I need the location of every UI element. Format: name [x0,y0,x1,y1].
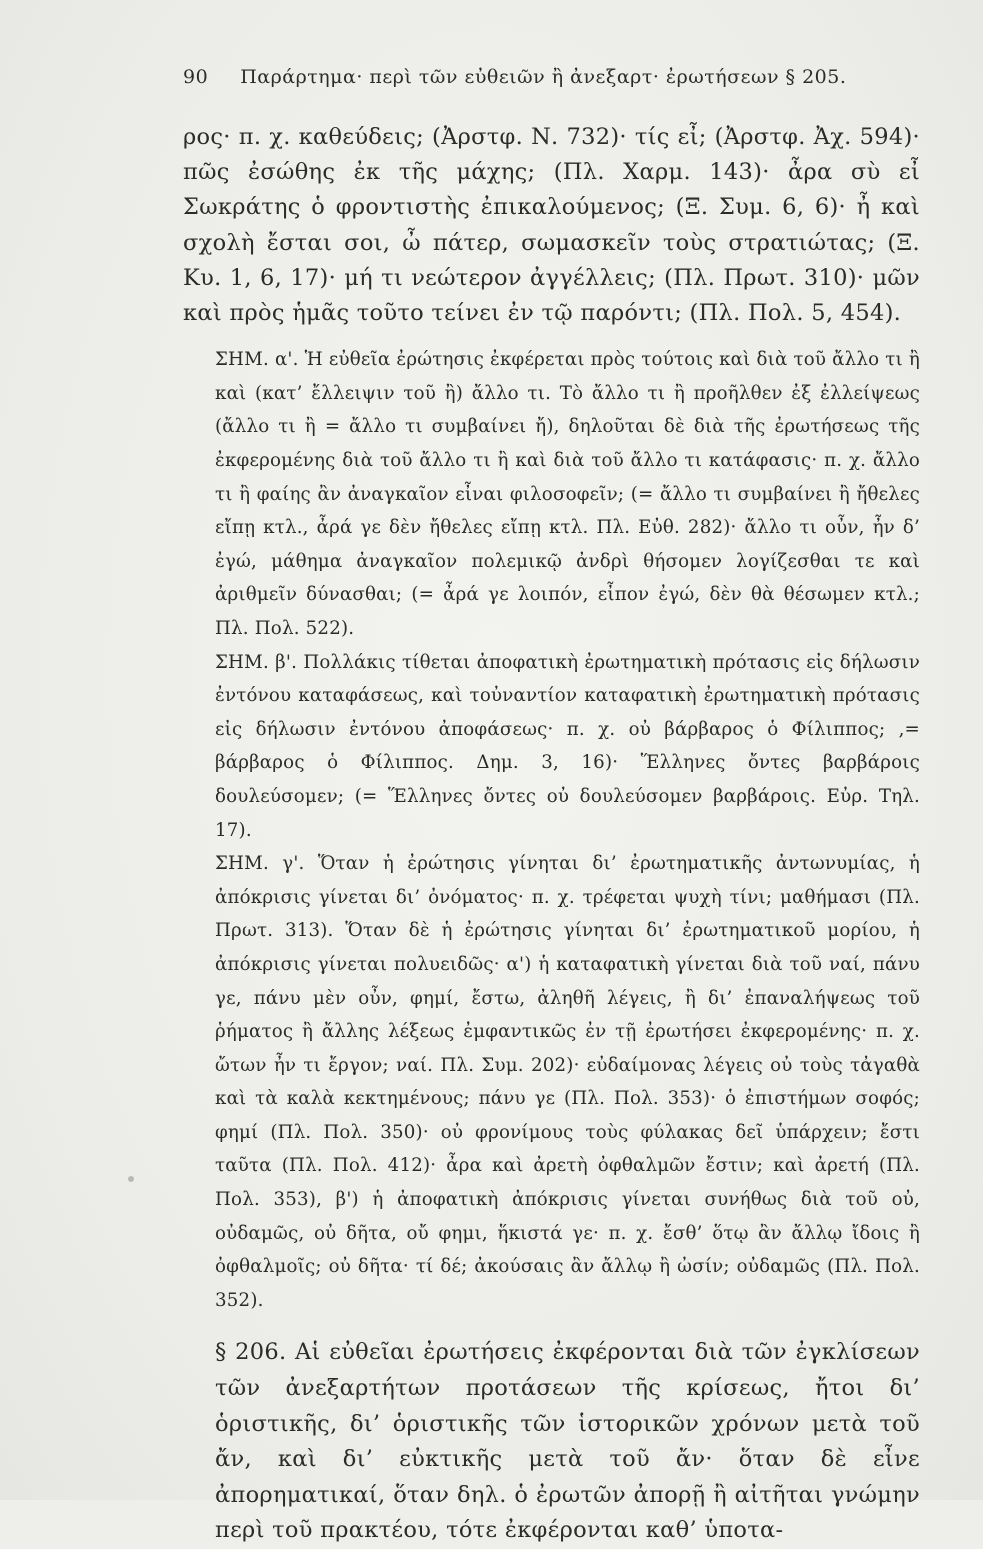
body-paragraph: ρος· π. χ. καθεύδεις; (Ἀρστφ. Ν. 732)· τίς εἶ; (Ἀρστφ. Ἀχ. 594)· πῶς ἐσώθης ἐκ τῆς μάχης; (Πλ. Χαρμ. 143)· ἆρα σὺ εἶ Σωκράτης ὁ φροντιστὴς ἐπικαλούμενος; (Ξ. Συμ. 6, 6)· ἦ καὶ σχολὴ ἔσται σοι, ὦ πάτερ, σωμασκεῖν τοὺς στρατιώτας; (Ξ. Κυ. 1, 6, 17)· μή τι νεώτερον ἀγγέλλεις; (Πλ. Πρωτ. 310)· μῶν καὶ πρὸς ἡμᾶς τοῦτο τείνει ἐν τῷ παρόντι; (Πλ. Πολ. 5, 454). [183,124,920,327]
page-text [183,120,920,1549]
page-number: 90 [183,66,209,88]
running-title: Παράρτημα· περὶ τῶν εὐθειῶν ἢ ἀνεξαρτ· ἐρωτήσεων § 205. [240,66,847,88]
note-gamma: ΣΗΜ. γ'. Ὅταν ἡ ἐρώτησις γίνηται δι’ ἐρωτηματικῆς ἀντωνυμίας, ἡ ἀπόκρισις γίνεται δι’ ὀνόματος· π. χ. τρέφεται ψυχὴ τίνι; μαθήμασι (Πλ. Πρωτ. 313). Ὅταν δὲ ἡ ἐρώτησις γίνηται δι’ ἐρωτηματικοῦ μορίου, ἡ ἀπόκρισις γίνεται πολυειδῶς· α') ἡ καταφατικὴ γίνεται διὰ τοῦ ναί, πάνυ γε, πάνυ μὲν οὖν, φημί, ἔστω, ἀληθῆ λέγεις, ἢ δι’ ἐπαναλήψεως τοῦ ῥήματος ἢ ἄλλης λέξεως ἐμφαντικῶς ἐν τῇ ἐρωτήσει ἐκφερομένης· π. χ. ὤτων ἦν τι ἔργον; ναί. Πλ. Συμ. 202)· εὐδαίμονας λέγεις οὐ τοὺς τἀγαθὰ καὶ τὰ καλὰ κεκτημένους; πάνυ γε (Πλ. Πολ. 353)· ὁ ἐπιστήμων σοφός; φημί (Πλ. Πολ. 350)· οὐ φρονίμους τοὺς φύλακας δεῖ ὑπάρχειν; ἔστι ταῦτα (Πλ. Πολ. 412)· ἆρα καὶ ἀρετὴ ὀφθαλμῶν ἔστιν; καὶ ἀρετή (Πλ. Πολ. 353), β') ἡ ἀποφατικὴ ἀπόκρισις γίνεται συνήθως διὰ τοῦ οὐ, οὐδαμῶς, οὐ δῆτα, οὔ φημι, ἥκιστά γε· π. χ. ἔσθ’ ὅτῳ ἂν ἄλλῳ ἴδοις ἢ ὀφθαλμοῖς; οὐ δῆτα· τί δέ; ἀκούσαις ἂν ἄλλῳ ἢ ὠσίν; οὐδαμῶς (Πλ. Πολ. 352). [215,853,920,1311]
section-206-paragraph: § 206. Αἱ εὐθεῖαι ἐρωτήσεις ἐκφέρονται διὰ τῶν ἐγκλίσεων τῶν ἀνεξαρτήτων προτάσεων τῆς κρίσεως, ἤτοι δι’ ὁριστικῆς, δι’ ὁριστικῆς τῶν ἱστορικῶν χρόνων μετὰ τοῦ ἄν, καὶ δι’ εὐκτικῆς μετὰ τοῦ ἄν· ὅταν δὲ εἶνε ἀπορηματικαί, ὅταν δηλ. ὁ ἐρωτῶν ἀπορῇ ἢ αἰτῆται γνώμην περὶ τοῦ πρακτέου, τότε ἐκφέρονται καθ’ ὑποτα- [215,1339,920,1544]
margin-dot [128,1176,134,1182]
note-beta: ΣΗΜ. β'. Πολλάκις τίθεται ἀποφατικὴ ἐρωτηματικὴ πρότασις εἰς δήλωσιν ἐντόνου καταφάσεως, καὶ τοὐναντίον καταφατικὴ ἐρωτηματικὴ πρότασις εἰς δήλωσιν ἐντόνου ἀποφάσεως· π. χ. οὐ βάρβαρος ὁ Φίλιππος; ,= βάρβαρος ὁ Φίλιππος. Δημ. 3, 16)· Ἕλληνες ὄντες βαρβάροις δουλεύσομεν; (= Ἕλληνες ὄντες οὐ δουλεύσομεν βαρβάροις. Εὐρ. Τηλ. 17). [215,651,920,841]
note-alpha: ΣΗΜ. α'. Ἡ εὐθεῖα ἐρώτησις ἐκφέρεται πρὸς τούτοις καὶ διὰ τοῦ ἄλλο τι ἢ καὶ (κατ’ ἔλλειψιν τοῦ ἢ) ἄλλο τι. Τὸ ἄλλο τι ἢ προῆλθεν ἐξ ἐλλείψεως (ἄλλο τι ἢ = ἄλλο τι συμβαίνει ἤ), δηλοῦται δὲ διὰ τῆς ἐρωτήσεως τῆς ἐκφερομένης διὰ τοῦ ἄλλο τι ἢ καὶ διὰ τοῦ ἄλλο τι κατάφασις· π. χ. ἄλλο τι ἢ φαίης ἂν ἀναγκαῖον εἶναι φιλοσοφεῖν; (= ἄλλο τι συμβαίνει ἢ ἤθελες εἴπῃ κτλ., ἆρά γε δὲν ἤθελες εἴπῃ κτλ. Πλ. Εὐθ. 282)· ἄλλο τι οὖν, ἦν δ’ ἐγώ, μάθημα ἀναγκαῖον πολεμικῷ ἀνδρὶ θήσομεν λογίζεσθαι τε καὶ ἀριθμεῖν δύνασθαι; (= ἆρά γε λοιπόν, εἶπον ἐγώ, δὲν θὰ θέσωμεν κτλ.; Πλ. Πολ. 522). [215,349,920,639]
page-header [183,66,923,88]
